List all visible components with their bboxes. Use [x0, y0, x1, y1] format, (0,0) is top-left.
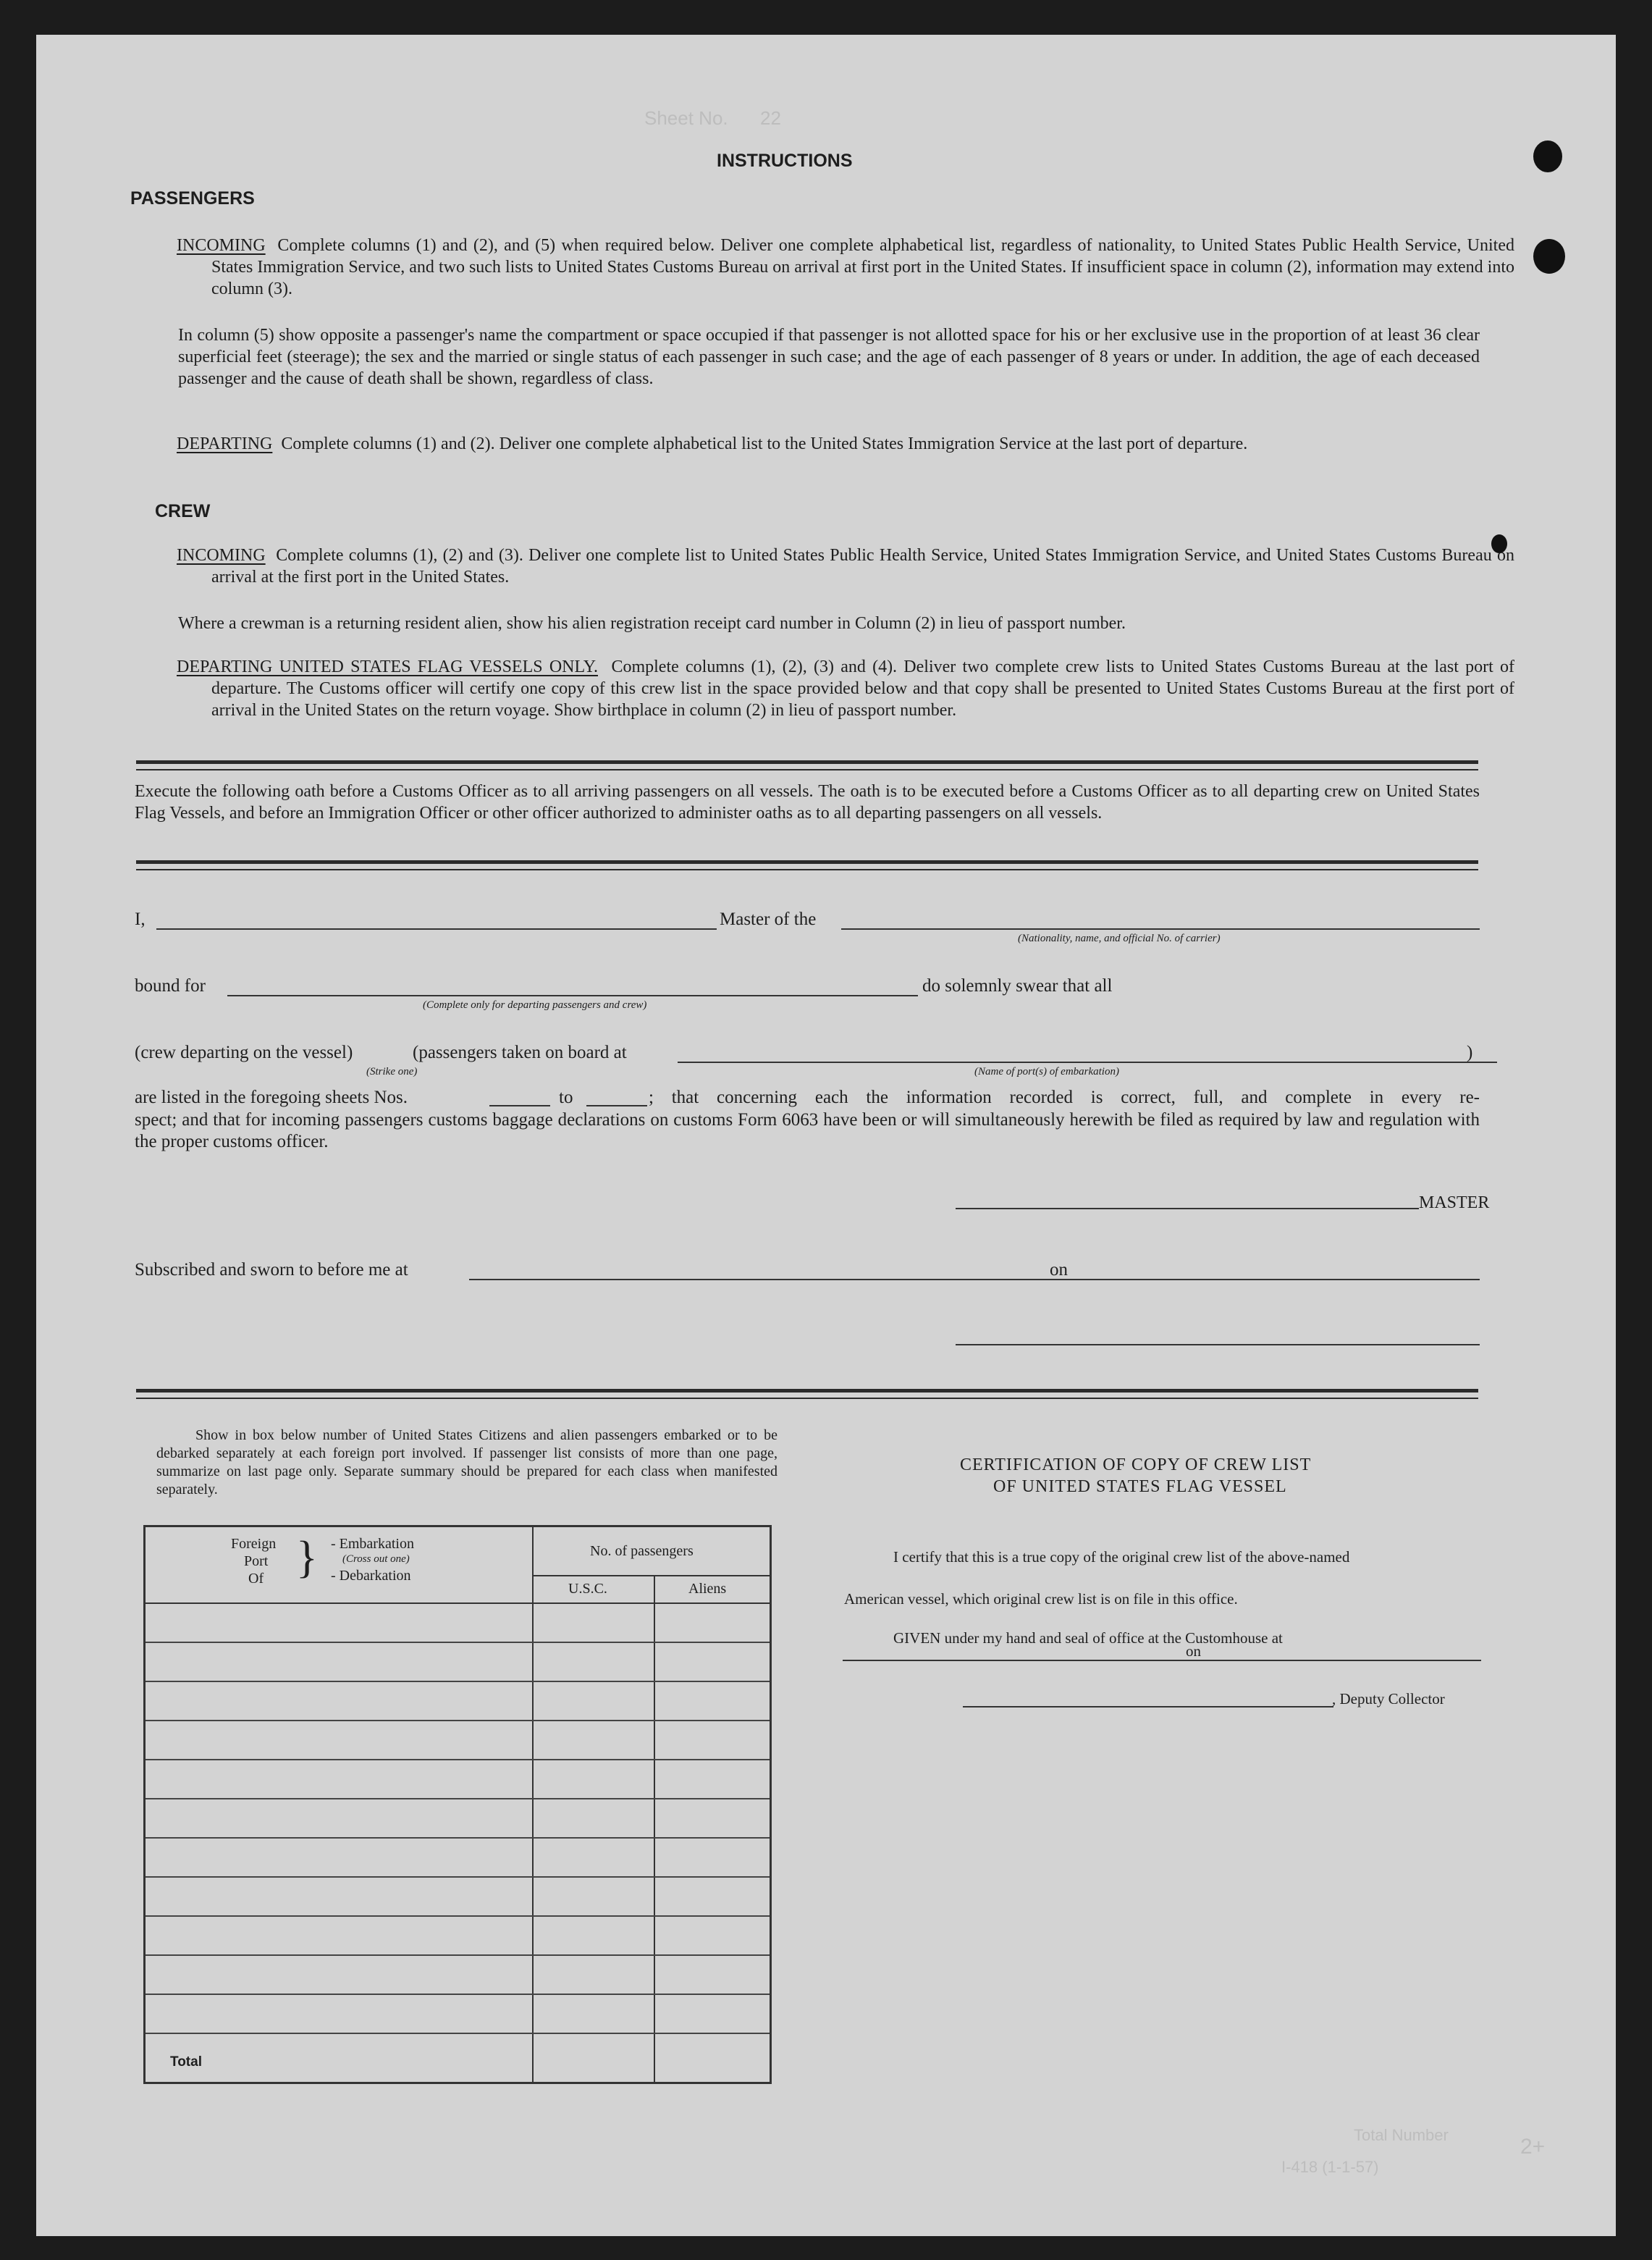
summary-row-line — [146, 1642, 770, 1643]
crew-incoming-lead: INCOMING — [177, 546, 266, 565]
instructions-title: INSTRUCTIONS — [717, 151, 853, 171]
summary-row-line — [146, 1720, 770, 1721]
total-label: Total — [170, 2054, 202, 2070]
punch-hole-1 — [1533, 140, 1562, 172]
passengers-incoming-paragraph — [177, 235, 1514, 300]
bleed-sheet-no: Sheet No. — [644, 107, 728, 129]
column5-text: In column (5) show opposite a passenger's name the compartment or space occupied if that passenger is not allotted space for his or her exclusive use in the proportion of at least 36 clear superficial feet (steerage); the sex and the married or single status of each passenger in such case; and the age of each passenger of 8 years or under. In addition, the age of each deceased passenger and the cause of death shall be shown, regardless of class. — [178, 326, 1480, 388]
header-of: Of — [248, 1571, 264, 1587]
summary-row-line — [146, 1876, 770, 1878]
section-divider-3 — [136, 1389, 1478, 1392]
swear-label: do solemnly swear that all — [922, 976, 1113, 996]
column5-paragraph — [178, 324, 1480, 390]
crewman-text: Where a crewman is a returning resident alien, show his alien registration receipt card number in Column (2) in lieu of passport number. — [178, 614, 1126, 633]
ports-caption: (Name of port(s) of embarkation) — [974, 1066, 1119, 1078]
passengers-taken-option: (passengers taken on board at — [413, 1043, 627, 1062]
passengers-incoming-lead: INCOMING — [177, 236, 266, 255]
section-divider-3b — [136, 1398, 1478, 1399]
header-aliens: Aliens — [688, 1581, 727, 1597]
header-foreign: Foreign — [231, 1536, 277, 1552]
passengers-incoming-text: Complete columns (1) and (2), and (5) when required below. Deliver one complete alphabetical list, regardless of nationality, to United States Public Health Service, United States Immigration Service, and two such lists to United States Customs Bureau on arrival at first port in the United States. If insufficient space in column (2), information may extend into column (3). — [211, 236, 1514, 298]
listed-continuation — [135, 1109, 1480, 1153]
bound-for-caption: (Complete only for departing passengers and crew) — [423, 999, 647, 1011]
flag-vessels-text: Complete columns (1), (2), (3) and (4). Deliver two complete crew lists to United States Customs Bureau at the last port of departure. The Customs officer will certify one copy of this crew list in the space provided below and that copy shall be presented to United States Customs Bureau at the first port of arrival in the United States on the return voyage. Show birthplace in column (2) in lieu of passport number. — [211, 658, 1514, 720]
crew-departing-option: (crew departing on the vessel) — [135, 1043, 353, 1062]
certification-title-1: CERTIFICATION OF COPY OF CREW LIST — [960, 1455, 1312, 1474]
officer-signature-field[interactable] — [956, 1344, 1480, 1345]
col-divider-1 — [532, 1527, 534, 2082]
crew-heading: CREW — [155, 501, 211, 521]
customhouse-place-field[interactable] — [843, 1660, 1215, 1661]
strike-caption: (Strike one) — [366, 1066, 418, 1078]
master-signature-label: MASTER — [1419, 1193, 1490, 1212]
header-bottom-line — [146, 1602, 770, 1604]
oath-intro-text: Execute the following oath before a Customs Officer as to all arriving passengers on all vessels. The oath is to be executed before a Customs Officer as to all departing crew on United States Flag Vessels, and before an Immigration Officer or other officer authorized to administer oaths as to all departing passengers on all vessels. — [135, 782, 1480, 823]
oath-intro — [135, 781, 1480, 824]
bleed-sheet-value: 22 — [760, 107, 781, 129]
passengers-departing-text: Complete columns (1) and (2). Deliver one complete alphabetical list to the United States Immigration Service at the last port of departure. — [281, 434, 1248, 453]
bleed-page-mark: 2+ — [1520, 2135, 1546, 2159]
deputy-collector-label: , Deputy Collector — [1332, 1690, 1445, 1707]
summary-row-line — [146, 1798, 770, 1799]
certification-title-2: OF UNITED STATES FLAG VESSEL — [993, 1477, 1287, 1496]
listed-label-a: are listed in the foregoing sheets Nos. — [135, 1088, 408, 1107]
bleed-total-number: Total Number — [1354, 2126, 1449, 2144]
summary-row-line — [146, 1837, 770, 1839]
summary-row-line — [146, 1915, 770, 1917]
header-subrow-line — [532, 1575, 770, 1576]
summary-row-line — [146, 1759, 770, 1760]
certification-on-label: on — [1186, 1642, 1201, 1660]
sworn-place-field[interactable] — [469, 1279, 1079, 1280]
deputy-collector-signature-field[interactable] — [963, 1706, 1333, 1707]
header-usc: U.S.C. — [568, 1581, 607, 1597]
summary-row-line — [146, 1954, 770, 1956]
master-name-field[interactable] — [156, 928, 717, 930]
passengers-departing-lead: DEPARTING — [177, 434, 273, 453]
summary-note — [156, 1427, 777, 1499]
master-signature-field[interactable] — [956, 1208, 1419, 1209]
crew-incoming-text: Complete columns (1), (2) and (3). Deliver one complete list to United States Public Health Service, United States Immigration Service, and United States Customs Bureau on arrival at the first port in the United States. — [211, 546, 1514, 587]
summary-row-line — [146, 1681, 770, 1682]
header-no-passengers: No. of passengers — [590, 1543, 694, 1559]
bound-for-field[interactable] — [227, 995, 918, 996]
summary-note-text: Show in box below number of United States Citizens and alien passengers embarked or to be debarked separately at each foreign port involved. If passenger list consists of more than one page, summarize on last page only. Separate summary should be prepared for each class when manifested separately. — [156, 1427, 777, 1497]
listed-to-label: to — [559, 1088, 573, 1107]
brace-icon: } — [296, 1533, 318, 1582]
sheet-from-field[interactable] — [489, 1105, 550, 1106]
bound-for-label: bound for — [135, 976, 206, 996]
header-debarkation: - Debarkation — [331, 1568, 411, 1584]
listed-label-b: ; that concerning each the information recorded is correct, full, and complete in every re- — [649, 1088, 1480, 1107]
certification-line-1: I certify that this is a true copy of the original crew list of the above-named — [893, 1548, 1350, 1566]
sworn-date-field[interactable] — [1074, 1279, 1480, 1280]
subscribed-label: Subscribed and sworn to before me at — [135, 1260, 408, 1280]
summary-row-line — [146, 1994, 770, 1995]
summary-row-line — [146, 2033, 770, 2034]
flag-vessels-lead: DEPARTING UNITED STATES FLAG VESSELS ONLY. — [177, 658, 598, 676]
listed-continuation-text: spect; and that for incoming passengers customs baggage declarations on customs Form 6063 have been or will simultaneously herewith be filed as required by law and regulation with the proper customs officer. — [135, 1110, 1480, 1151]
carrier-caption: (Nationality, name, and official No. of carrier) — [1018, 933, 1221, 944]
flag-vessels-paragraph — [177, 656, 1514, 721]
section-divider-1 — [136, 760, 1478, 764]
certification-line-2: American vessel, which original crew list is on file in this office. — [844, 1590, 1238, 1608]
bleed-form-code: I-418 (1-1-57) — [1281, 2158, 1379, 2176]
header-embarkation: - Embarkation — [331, 1536, 414, 1552]
form-page — [36, 35, 1616, 2236]
sworn-on-label: on — [1050, 1260, 1068, 1280]
summary-table — [143, 1525, 772, 2084]
header-cross-out: (Cross out one) — [342, 1553, 410, 1565]
section-divider-2 — [136, 860, 1478, 864]
passengers-departing-paragraph — [177, 433, 1514, 455]
crewman-paragraph — [178, 613, 1480, 634]
section-divider-1b — [136, 769, 1478, 770]
col-divider-2 — [654, 1575, 655, 2082]
passengers-heading: PASSENGERS — [130, 188, 255, 209]
certification-date-field[interactable] — [1206, 1660, 1481, 1661]
close-paren: ) — [1467, 1043, 1473, 1062]
header-port: Port — [244, 1553, 269, 1569]
carrier-field[interactable] — [841, 928, 1480, 930]
crew-incoming-paragraph — [177, 545, 1514, 588]
oath-i-label: I, — [135, 910, 146, 929]
certification-line-3: GIVEN under my hand and seal of office at the Customhouse at — [893, 1629, 1283, 1647]
punch-hole-2 — [1533, 239, 1565, 274]
embarkation-ports-field[interactable] — [678, 1062, 1497, 1063]
master-of-the-label: Master of the — [720, 910, 817, 929]
section-divider-2b — [136, 869, 1478, 870]
sheet-to-field[interactable] — [586, 1105, 647, 1106]
